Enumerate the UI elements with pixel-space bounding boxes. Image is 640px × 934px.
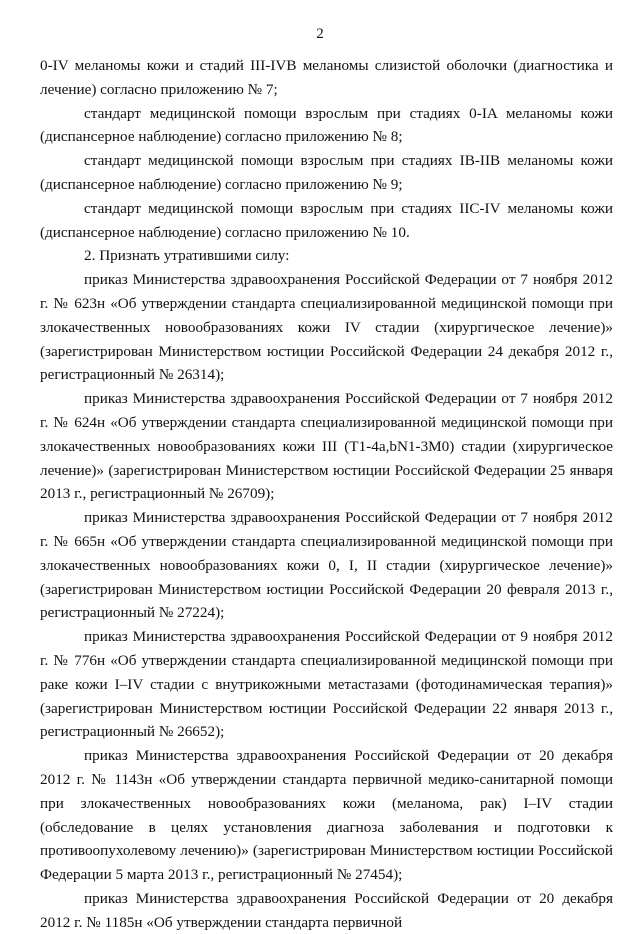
paragraph-order-1143n: приказ Министерства здравоохранения Российской Федерации от 20 декабря 2012 г. № 1143н «Об утверждении стандарта первичной медико-санитарной помощи при злокачественных новообразованиях кожи (меланома, рак) I–IV стадии (обследование в целях установления диагноза заболевания и подготовки к противоопухолевому лечению)» (зарегистрирован Министерством юстиции Российской Федерации 5 марта 2013 г., регистрационный № 27454);	[40, 747, 613, 884]
page-number: 2	[316, 26, 324, 42]
paragraph-continuation: 0-IV меланомы кожи и стадий III-IVB меланомы слизистой оболочки (диагностика и лечение) согласно приложению № 7;	[40, 57, 613, 98]
document-body	[40, 54, 613, 934]
paragraph-order-776n: приказ Министерства здравоохранения Российской Федерации от 9 ноября 2012 г. № 776н «Об утверждении стандарта специализированной медицинской помощи при раке кожи I–IV стадии с внутрикожными метастазами (фотодинамическая терапия)» (зарегистрирован Министерством юстиции Российской Федерации 22 января 2013 г., регистрационный № 26652);	[40, 628, 613, 741]
paragraph-standard-10: стандарт медицинской помощи взрослым при стадиях IIC-IV меланомы кожи (диспансерное наблюдение) согласно приложению № 10.	[40, 199, 613, 241]
paragraph-order-623n: приказ Министерства здравоохранения Российской Федерации от 7 ноября 2012 г. № 623н «Об утверждении стандарта специализированной медицинской помощи при злокачественных новообразованиях кожи IV стадии (хирургическое лечение)» (зарегистрирован Министерством юстиции Российской Федерации 24 декабря 2012 г., регистрационный № 26314);	[40, 271, 613, 384]
paragraph-standard-9: стандарт медицинской помощи взрослым при стадиях IB-IIB меланомы кожи (диспансерное наблюдение) согласно приложению № 9;	[40, 152, 613, 193]
paragraph-order-1185n: приказ Министерства здравоохранения Российской Федерации от 20 декабря 2012 г. № 1185н «Об утверждении стандарта первичной	[40, 889, 613, 931]
section-heading-revoke: 2. Признать утратившими силу:	[84, 247, 290, 265]
paragraph-standard-8: стандарт медицинской помощи взрослым при стадиях 0-IA меланомы кожи (диспансерное наблюдение) согласно приложению № 8;	[40, 104, 613, 146]
paragraph-order-624n: приказ Министерства здравоохранения Российской Федерации от 7 ноября 2012 г. № 624н «Об утверждении стандарта специализированной медицинской помощи при злокачественных новообразованиях кожи III (T1-4a,bN1-3M0) стадии (хирургическое лечение)» (зарегистрирован Министерством юстиции Российской Федерации 25 января 2013 г., регистрационный № 26709);	[40, 390, 613, 503]
paragraph-order-665n: приказ Министерства здравоохранения Российской Федерации от 7 ноября 2012 г. № 665н «Об утверждении стандарта специализированной медицинской помощи при злокачественных новообразованиях кожи 0, I, II стадии (хирургическое лечение)» (зарегистрирован Министерством юстиции Российской Федерации 20 февраля 2013 г., регистрационный № 27224);	[40, 509, 613, 622]
